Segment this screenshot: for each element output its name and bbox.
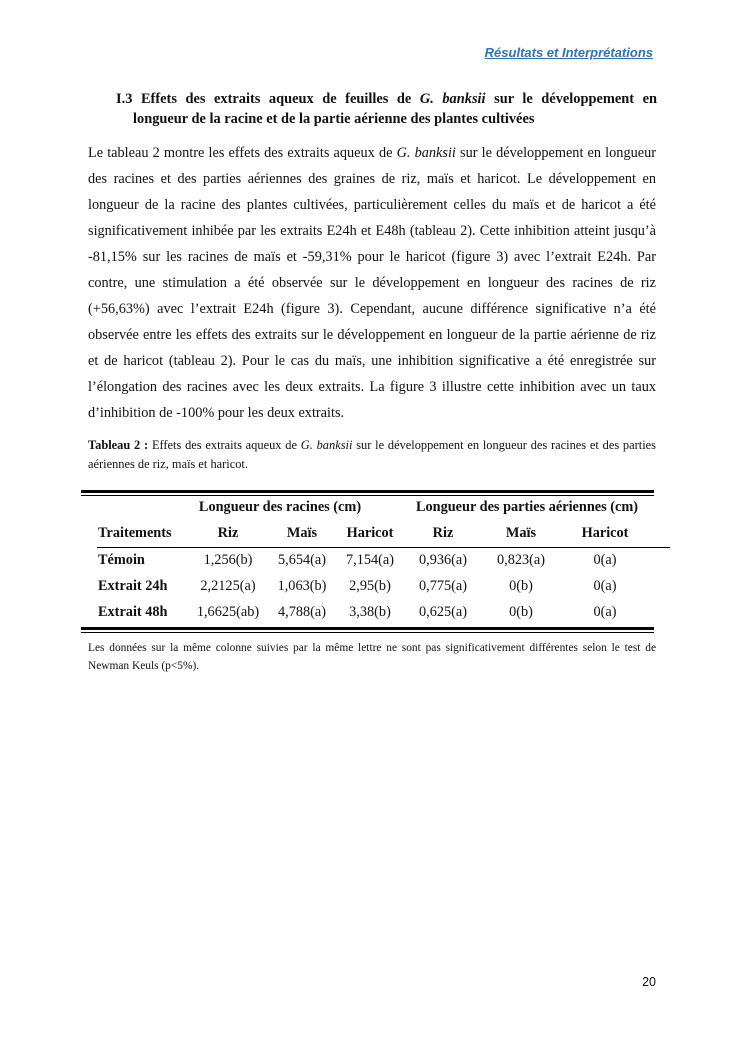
- table-cell: 1,063(b): [277, 578, 327, 594]
- table-caption: [88, 436, 656, 474]
- page-number: 20: [642, 975, 656, 989]
- table-cell: 0,936(a): [418, 552, 468, 568]
- row-label: Témoin: [98, 552, 145, 568]
- table-footnote: Les données sur la même colonne suivies par la même lettre ne sont pas significativement différentes selon le test de Newman Keuls (p<5%).: [88, 642, 656, 672]
- col-header-treatments: Traitements: [98, 525, 172, 541]
- col-header-haricot-aerial: Haricot: [581, 525, 629, 541]
- table-cell: 0(a): [593, 578, 617, 594]
- section-title-species: G. banksii: [419, 91, 486, 107]
- col-header-mais-aerial: Maïs: [505, 525, 537, 541]
- col-header-mais-roots: Maïs: [286, 525, 318, 541]
- caption-species: G. banksii: [300, 438, 353, 452]
- table-row: [81, 574, 654, 600]
- table-bottom-rule: [81, 627, 654, 633]
- table-cell: 3,38(b): [349, 604, 391, 620]
- group-header-roots: Longueur des racines (cm): [198, 499, 362, 515]
- table-cell: 0(b): [509, 578, 533, 594]
- table-row: [81, 600, 654, 626]
- table-cell: 0(a): [593, 552, 617, 568]
- section-title: [116, 89, 657, 129]
- table-cell: 0,775(a): [418, 578, 468, 594]
- section-number: I.3: [116, 91, 133, 107]
- caption-text-start: Effets des extraits aqueux de: [151, 438, 297, 452]
- section-title-line2: longueur de la racine et de la partie aérienne des plantes cultivées: [133, 111, 535, 127]
- row-label: Extrait 24h: [98, 578, 168, 594]
- paragraph-text-rest: sur le développement en longueur des racines et des parties aériennes des graines de riz, maïs et haricot. Le développement en longueur de la racine des plantes cultivées, particulièrement celles du maïs et de haricot a été significativement inhibée par les extraits E24h et E48h (tableau 2). Cette inhibition atteint jusqu’à -81,15% sur les racines de maïs et -59,31% pour le haricot (figure 3) avec l’extrait E24h. Par contre, une stimulation a été observée sur le développement en longueur des racines de riz (+56,63%) avec l’extrait E24h (figure 3). Cependant, aucune différence significative n’a été observée entre les effets des extraits sur le développement en longueur de la partie aérienne de riz et de haricot (tableau 2). Pour le cas du maïs, une inhibition significative a été enregistrée sur l’élongation des racines avec les deux extraits. La figure 3 illustre cette inhibition avec un taux d’inhibition de -100% pour les deux extraits.: [88, 145, 656, 421]
- caption-label: Tableau 2 :: [88, 438, 149, 452]
- col-header-riz-aerial: Riz: [432, 525, 454, 541]
- paragraph-text-start: Le tableau 2 montre les effets des extraits aqueux de: [88, 145, 393, 161]
- table-cell: 1,6625(ab): [196, 604, 260, 620]
- table-cell: 1,256(b): [203, 552, 253, 568]
- table-cell: 4,788(a): [277, 604, 327, 620]
- table-cell: 2,2125(a): [200, 578, 256, 594]
- table-cell: 0,823(a): [496, 552, 546, 568]
- table-cell: 7,154(a): [345, 552, 395, 568]
- body-paragraph: [88, 140, 656, 426]
- group-header-aerial: Longueur des parties aériennes (cm): [415, 499, 639, 515]
- table-cell: 0(a): [593, 604, 617, 620]
- col-header-riz-roots: Riz: [217, 525, 239, 541]
- table-cell: 0,625(a): [418, 604, 468, 620]
- caption-text-rest: sur le développement en longueur des racines et des parties aériennes de riz, maïs et haricot.: [88, 438, 656, 471]
- col-header-haricot-roots: Haricot: [346, 525, 394, 541]
- table-group-header-row: [81, 496, 654, 521]
- results-table: [81, 490, 654, 633]
- table-column-header-row: [81, 521, 654, 547]
- table-cell: 5,654(a): [277, 552, 327, 568]
- table-row: [81, 548, 654, 574]
- paragraph-species: G. banksii: [396, 145, 456, 161]
- running-header: Résultats et Interprétations: [484, 45, 653, 60]
- section-title-part2: sur le développement en: [494, 91, 657, 107]
- section-title-part1: Effets des extraits aqueux de feuilles de: [140, 91, 412, 107]
- table-cell: 2,95(b): [349, 578, 391, 594]
- row-label: Extrait 48h: [98, 604, 168, 620]
- table-cell: 0(b): [509, 604, 533, 620]
